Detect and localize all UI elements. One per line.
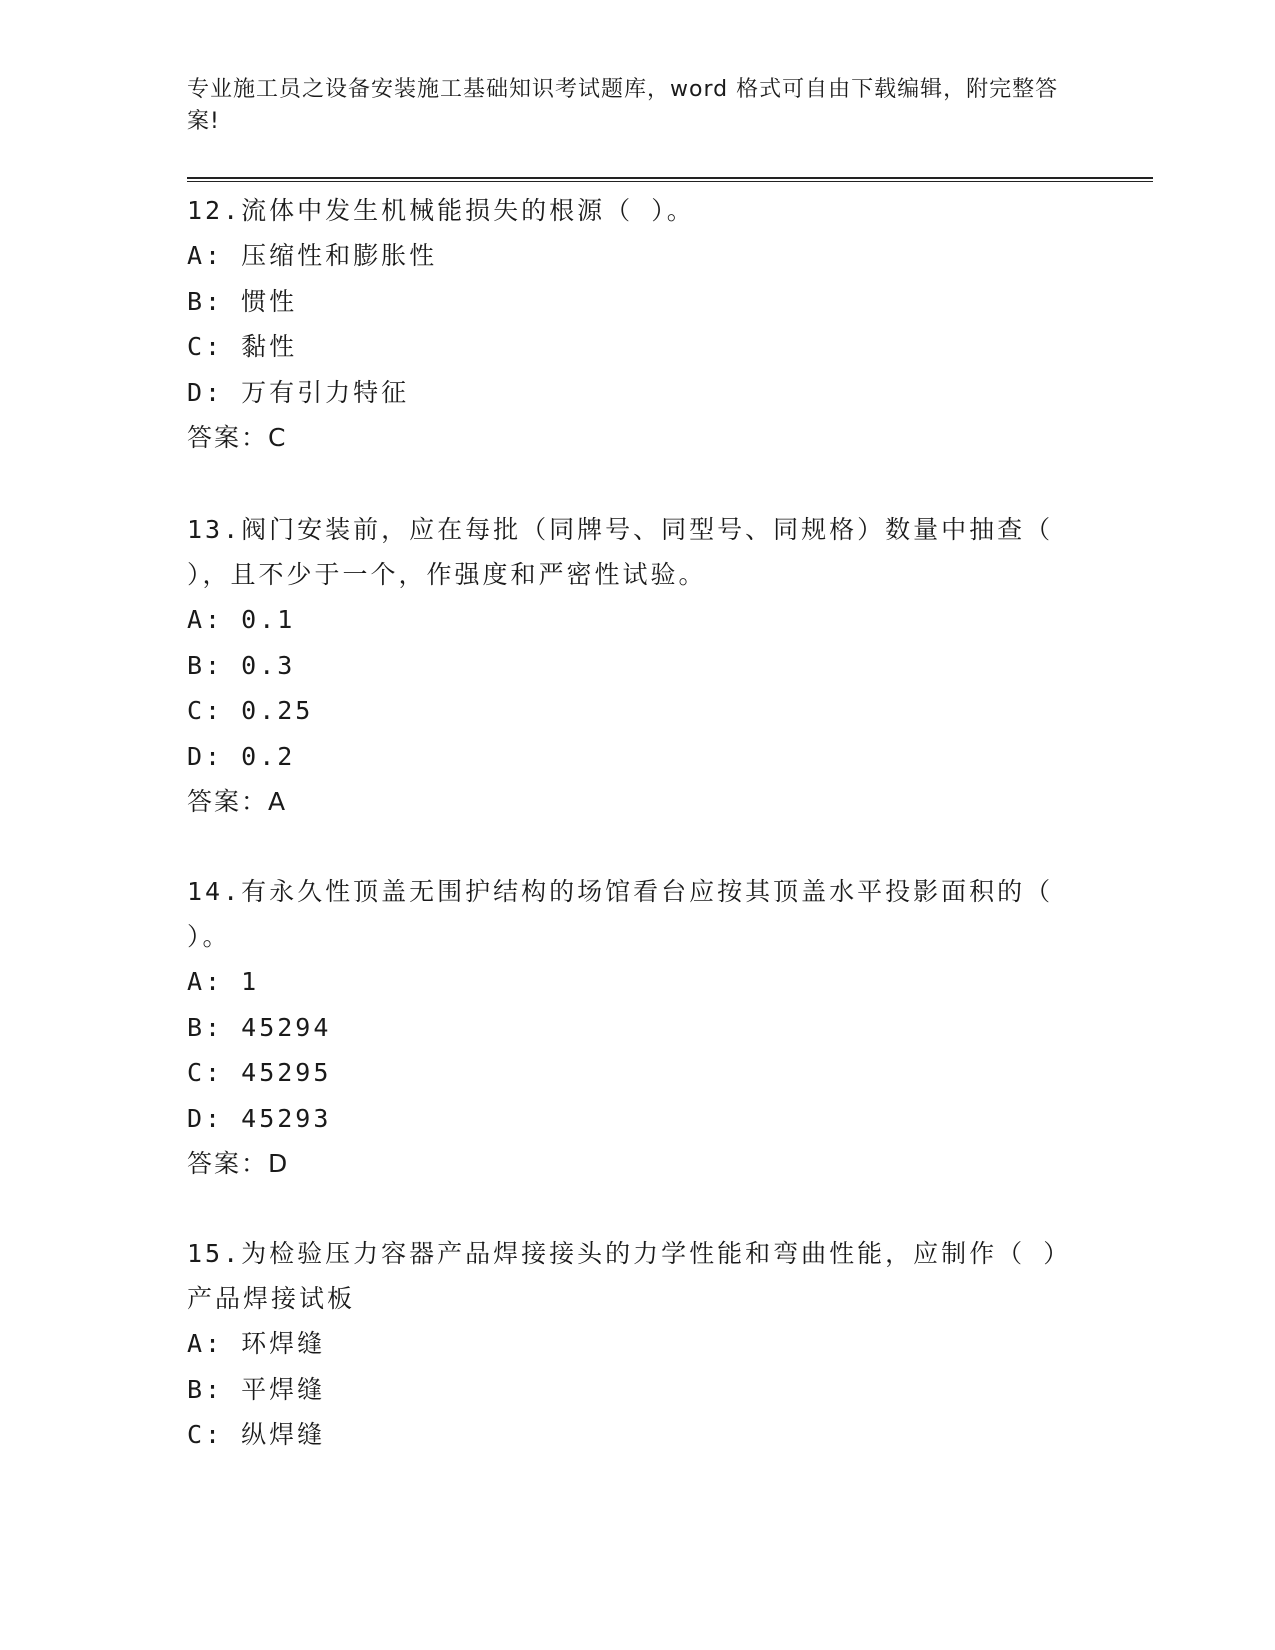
question-13: [187, 507, 1087, 824]
option-b: B: 45294: [187, 1012, 332, 1042]
question-14: [187, 869, 1087, 1186]
option-b: B: 惯性: [187, 286, 298, 316]
option-b: B: 0.3: [187, 650, 296, 680]
option-c: C: 45295: [187, 1058, 332, 1087]
question-12: [187, 188, 1087, 460]
option-a: A: 环焊缝: [187, 1329, 326, 1358]
option-a: A: 1: [187, 967, 260, 996]
option-c: C: 纵焊缝: [187, 1420, 326, 1449]
option-a: A: 0.1: [187, 605, 296, 634]
question-text: 14.有永久性顶盖无围护结构的场馆看台应按其顶盖水平投影面积的（ ）。: [187, 877, 1054, 951]
question-text: 13.阀门安装前，应在每批（同牌号、同型号、同规格）数量中抽查（ ），且不少于一个，作强度和严密性试验。: [187, 515, 1054, 589]
answer: 答案：C: [187, 423, 288, 452]
header-divider: [187, 177, 1153, 179]
option-d: D: 0.2: [187, 741, 296, 771]
answer: 答案：D: [187, 1149, 290, 1178]
question-text: 15.为检验压力容器产品焊接接头的力学性能和弯曲性能，应制作（ ）产品焊接试板: [187, 1239, 1072, 1313]
header-divider-thin: [187, 181, 1153, 182]
answer: 答案：A: [187, 787, 288, 816]
question-15: [187, 1231, 1087, 1458]
question-text: 12.流体中发生机械能损失的根源（ ）。: [187, 196, 695, 225]
option-c: C: 0.25: [187, 696, 314, 725]
document-header: 专业施工员之设备安装施工基础知识考试题库，word 格式可自由下载编辑，附完整答案!: [187, 77, 1059, 134]
option-a: A: 压缩性和膨胀性: [187, 241, 438, 270]
option-b: B: 平焊缝: [187, 1374, 326, 1404]
option-c: C: 黏性: [187, 332, 298, 361]
option-d: D: 万有引力特征: [187, 377, 410, 407]
option-d: D: 45293: [187, 1103, 332, 1133]
